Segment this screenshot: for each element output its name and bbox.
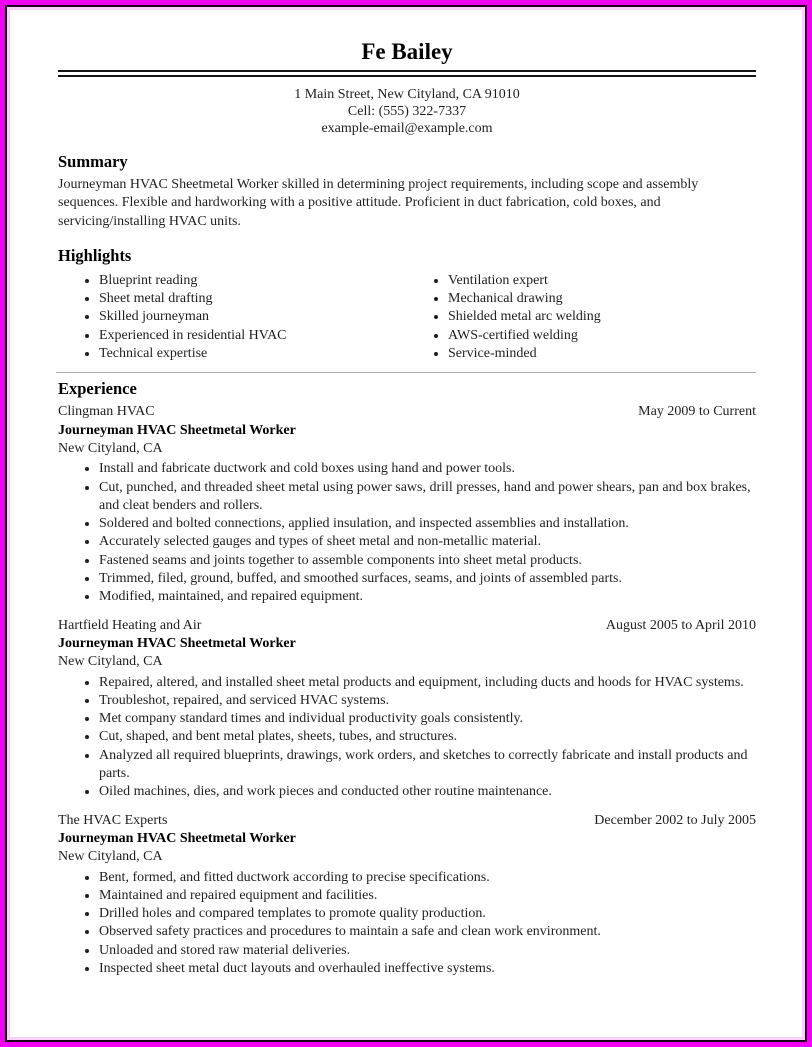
job-dates: August 2005 to April 2010 (605, 617, 756, 633)
list-item: • Shielded metal arc welding (448, 308, 756, 326)
list-item: • Mechanical drawing (448, 290, 756, 308)
job-title: Journeyman HVAC Sheetmetal Worker (58, 830, 296, 846)
list-item: • Skilled journeyman (99, 308, 407, 326)
job-bullet-list (58, 674, 756, 802)
page-border-inner-line (5, 5, 807, 1042)
list-item: • Analyzed all required blueprints, drawings, work orders, and sketches to correctly fabricate and install products and parts. (99, 747, 756, 784)
experience-heading: Experience (58, 379, 137, 399)
list-item: • Soldered and bolted connections, applied insulation, and inspected assemblies and installation. (99, 515, 756, 533)
list-item: • Drilled holes and compared templates to promote quality production. (99, 905, 756, 923)
list-item: • Cut, shaped, and bent metal plates, sheets, tubes, and structures. (99, 728, 756, 746)
person-name: Fe Bailey (361, 39, 453, 64)
highlights-list-2 (407, 272, 756, 363)
job-company: Hartfield Heating and Air (58, 617, 202, 633)
list-item: • Accurately selected gauges and types of sheet metal and non-metallic material. (99, 533, 756, 551)
job-location: New Cityland, CA (58, 654, 163, 670)
list-item: • Maintained and repaired equipment and facilities. (99, 887, 756, 905)
experience-section (58, 379, 756, 978)
job-bullet-list (58, 869, 756, 979)
job-dates: December 2002 to July 2005 (594, 812, 756, 828)
list-item: • Bent, formed, and fitted ductwork according to precise specifications. (99, 869, 756, 887)
resume-header (58, 38, 756, 137)
job-title: Journeyman HVAC Sheetmetal Worker (58, 635, 296, 651)
highlights-section (58, 246, 756, 363)
list-item: • AWS-certified welding (448, 327, 756, 345)
list-item: • Service-minded (448, 345, 756, 363)
summary-text: Journeyman HVAC Sheetmetal Worker skilled in determining project requirements, including scope and assembly sequences. Flexible and hardworking with a positive attitude. Proficient in duct fabrication, cold boxes, and servicing/installing HVAC units. (58, 177, 699, 229)
page-border-glow (7, 7, 805, 1040)
job-header (58, 812, 756, 830)
list-item: • Experienced in residential HVAC (99, 327, 407, 345)
list-item: • Cut, punched, and threaded sheet metal using power saws, drill presses, hand and power shears, pan and box brakes, and cleat benders and rollers. (99, 479, 756, 516)
job-dates: May 2009 to Current (638, 404, 756, 420)
list-item: • Trimmed, filed, ground, buffed, and smoothed surfaces, seams, and joints of assembled parts. (99, 570, 756, 588)
list-item: • Blueprint reading (99, 272, 407, 290)
job-header (58, 403, 756, 421)
section-divider (56, 372, 756, 373)
highlights-heading: Highlights (58, 245, 132, 265)
list-item: • Fastened seams and joints together to assemble components into sheet metal products. (99, 552, 756, 570)
summary-heading: Summary (58, 152, 128, 171)
list-item: • Sheet metal drafting (99, 290, 407, 308)
resume-content (10, 10, 802, 1037)
list-item: • Modified, maintained, and repaired equipment. (99, 588, 756, 606)
contact-email: example-email@example.com (321, 121, 493, 136)
job-entry-hartfield (58, 617, 756, 802)
job-location: New Cityland, CA (58, 849, 163, 865)
contact-block (58, 86, 756, 137)
job-bullet-list (58, 460, 756, 606)
list-item: • Inspected sheet metal duct layouts and overhauled ineffective systems. (99, 960, 756, 978)
job-entry-hvac-experts (58, 812, 756, 979)
list-item: • Ventilation expert (448, 272, 756, 290)
list-item: • Install and fabricate ductwork and cold boxes using hand and power tools. (99, 460, 756, 478)
highlights-column-1 (58, 270, 407, 363)
job-location: New Cityland, CA (58, 440, 163, 456)
list-item: • Technical expertise (99, 345, 407, 363)
contact-phone: Cell: (555) 322-7337 (347, 104, 467, 119)
list-item: • Troubleshot, repaired, and serviced HVAC systems. (99, 692, 756, 710)
list-item: • Oiled machines, dies, and work pieces and conducted other routine maintenance. (99, 783, 756, 801)
header-double-rule (58, 70, 756, 77)
list-item: • Repaired, altered, and installed sheet metal products and equipment, including ducts and hoods for HVAC systems. (99, 674, 756, 692)
job-company: Clingman HVAC (58, 404, 155, 420)
list-item: • Unloaded and stored raw material deliveries. (99, 942, 756, 960)
contact-address: 1 Main Street, New Cityland, CA 91010 (294, 87, 520, 102)
highlights-column-2 (407, 270, 756, 363)
highlights-list-1 (58, 272, 407, 363)
job-company: The HVAC Experts (58, 812, 168, 828)
list-item: • Observed safety practices and procedures to maintain a safe and clean work environment. (99, 923, 756, 941)
list-item: • Met company standard times and individual productivity goals consistently. (99, 710, 756, 728)
job-entry-clingman (58, 403, 756, 606)
job-header (58, 617, 756, 635)
summary-section (58, 152, 756, 231)
job-title: Journeyman HVAC Sheetmetal Worker (58, 422, 296, 438)
highlights-columns (58, 270, 756, 363)
